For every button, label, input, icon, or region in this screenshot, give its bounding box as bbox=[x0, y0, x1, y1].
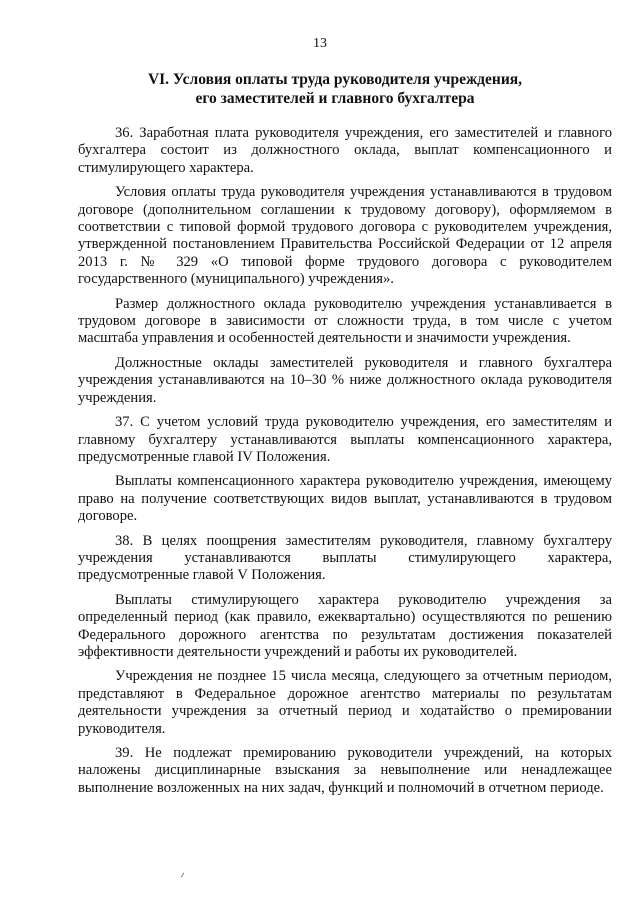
paragraph-36-deputies: Должностные оклады заместителей руководителя и главного бухгалтера учреждения устанавливаются на 10–30 % ниже должностного оклада руководителя учреждения. bbox=[78, 354, 612, 406]
section-heading bbox=[70, 70, 600, 108]
paragraph-38: 38. В целях поощрения заместителям руководителя, главному бухгалтеру учреждения устанавливаются выплаты стимулирующего характера, предусмотренные главой V Положения. bbox=[78, 532, 612, 584]
paragraph-37: 37. С учетом условий труда руководителю учреждения, его заместителям и главному бухгалтеру устанавливаются выплаты компенсационного характера, предусмотренные главой IV Положения. bbox=[78, 414, 612, 465]
paragraph-38-reporting: Учреждения не позднее 15 числа месяца, следующего за отчетным периодом, представляют в Федеральное дорожное агентство материалы по результатам деятельности учреждения за отчетный период и ходатайство о премировании руководителя. bbox=[78, 668, 612, 737]
paragraph-38-incentive: Выплаты стимулирующего характера руководителю учреждения за определенный период (как правило, ежеквартально) осуществляются по решению Федерального дорожного агентства по результатам достижения показателей эффективности деятельности учреждений и работы их руководителей. bbox=[78, 591, 612, 660]
pen-mark-icon bbox=[180, 872, 186, 878]
paragraph-39: 39. Не подлежат премированию руководители учреждений, на которых наложены дисциплинарные взыскания за невыполнение или ненадлежащее выполнение возложенных на них задач, функций и полномочий в отчетном периоде. bbox=[78, 745, 612, 796]
paragraph-36-salary-size: Размер должностного оклада руководителю учреждения устанавливается в трудовом договоре в зависимости от сложности труда, в том числе с учетом масштаба управления и особенностей деятельности и значимости учреждения. bbox=[78, 295, 612, 347]
page-number: 13 bbox=[313, 36, 327, 51]
paragraph-37-compensation: Выплаты компенсационного характера руководителю учреждения, имеющему право на получение соответствующих видов выплат, устанавливаются в трудовом договоре. bbox=[78, 473, 612, 525]
document-body bbox=[78, 125, 612, 797]
section-heading-line-2: его заместителей и главного бухгалтера bbox=[195, 90, 475, 107]
paragraph-36-conditions: Условия оплаты труда руководителя учреждения устанавливаются в трудовом договоре (дополнительном соглашении к трудовому договору), оформляемом в соответствии с типовой формой трудового договора с руководителем учреждения, утвержденной постановлением Правительства Российской Федерации от 12 апреля 2013 г. № 329 «О типовой форме трудового договора с руководителем государственного (муниципального) учреждения». bbox=[78, 184, 612, 288]
paragraph-36: 36. Заработная плата руководителя учреждения, его заместителей и главного бухгалтера состоит из должностного оклада, выплат компенсационного и стимулирующего характера. bbox=[78, 125, 612, 176]
section-heading-line-1: VI. Условия оплаты труда руководителя учреждения, bbox=[147, 71, 523, 88]
